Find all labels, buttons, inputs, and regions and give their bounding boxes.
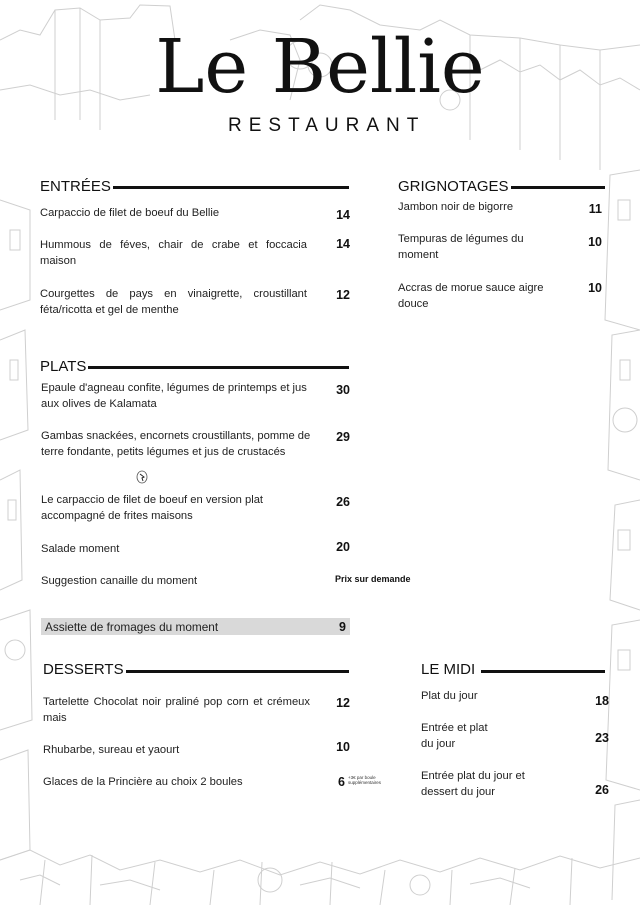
grignotage-price-3: 10 <box>588 281 602 295</box>
plat-item-4: Salade moment <box>41 543 120 555</box>
entrees-title: ENTRÉES <box>40 178 111 195</box>
midi-item-1: Plat du jour <box>421 690 478 702</box>
entree-price-2: 14 <box>336 237 350 251</box>
entree-item-1: Carpaccio de filet de boeuf du Bellie <box>40 207 220 219</box>
midi-divider <box>481 670 605 673</box>
entrees-divider <box>113 186 349 189</box>
desserts-divider <box>126 670 349 673</box>
plat-item-2: Gambas snackées, encornets croustillants, pomme de terre fondante, petits légumes et jus de crustacés <box>41 430 311 458</box>
dessert-extra-scoop-note: +3€ par boule supplémentaires <box>348 775 382 785</box>
plat-item-3: Le carpaccio de filet de boeuf en version plat accompagné de frites maisons <box>41 494 264 522</box>
plats-divider <box>88 366 349 369</box>
plat-price-2: 29 <box>336 430 350 444</box>
plat-price-4: 20 <box>336 540 350 554</box>
dessert-price-1: 12 <box>336 696 350 710</box>
dessert-item-3: Glaces de la Princière au choix 2 boules <box>43 776 243 788</box>
plat-price-5-on-request: Prix sur demande <box>335 574 411 584</box>
dessert-price-2: 10 <box>336 740 350 754</box>
grignotage-price-1: 11 <box>588 202 602 216</box>
restaurant-subtitle: RESTAURANT <box>228 115 426 136</box>
dessert-item-2: Rhubarbe, sureau et yaourt <box>43 744 180 756</box>
midi-price-1: 18 <box>595 694 609 708</box>
entree-price-3: 12 <box>336 288 350 302</box>
restaurant-logo: Le Bellie <box>155 24 485 110</box>
grignotage-price-2: 10 <box>588 235 602 249</box>
grignotage-item-3: Accras de morue sauce aigre douce <box>398 282 544 310</box>
midi-item-3: Entrée plat du jour et dessert du jour <box>421 770 525 798</box>
midi-price-2: 23 <box>595 731 609 745</box>
plat-item-6: Assiette de fromages du moment <box>45 620 219 634</box>
desserts-title: DESSERTS <box>43 661 124 678</box>
dessert-price-3: 6 <box>338 775 345 789</box>
plat-price-6: 9 <box>339 620 346 634</box>
entree-price-1: 14 <box>336 208 350 222</box>
grignotage-item-1: Jambon noir de bigorre <box>398 201 514 213</box>
entree-item-3: Courgettes de pays en vinaigrette, croustillant féta/ricotta et gel de menthe <box>40 288 307 316</box>
grignotage-item-2: Tempuras de légumes du moment <box>398 233 524 261</box>
grignotages-title: GRIGNOTAGES <box>398 178 509 195</box>
dessert-item-1: Tartelette Chocolat noir praliné pop corn et crémeux mais <box>43 696 310 724</box>
plat-price-1: 30 <box>336 383 350 397</box>
midi-title: LE MIDI <box>421 661 476 678</box>
grignotages-divider <box>511 186 605 189</box>
plat-item-1: Epaule d'agneau confite, légumes de printemps et jus aux olives de Kalamata <box>41 382 307 410</box>
plat-item-5: Suggestion canaille du moment <box>41 575 198 587</box>
plat-price-3: 26 <box>336 495 350 509</box>
cursor-icon <box>136 470 148 484</box>
plats-title: PLATS <box>40 358 87 375</box>
midi-item-2: Entrée et plat du jour <box>421 722 488 750</box>
entree-item-2: Hummous de féves, chair de crabe et foccacia maison <box>40 239 307 267</box>
midi-price-3: 26 <box>595 783 609 797</box>
